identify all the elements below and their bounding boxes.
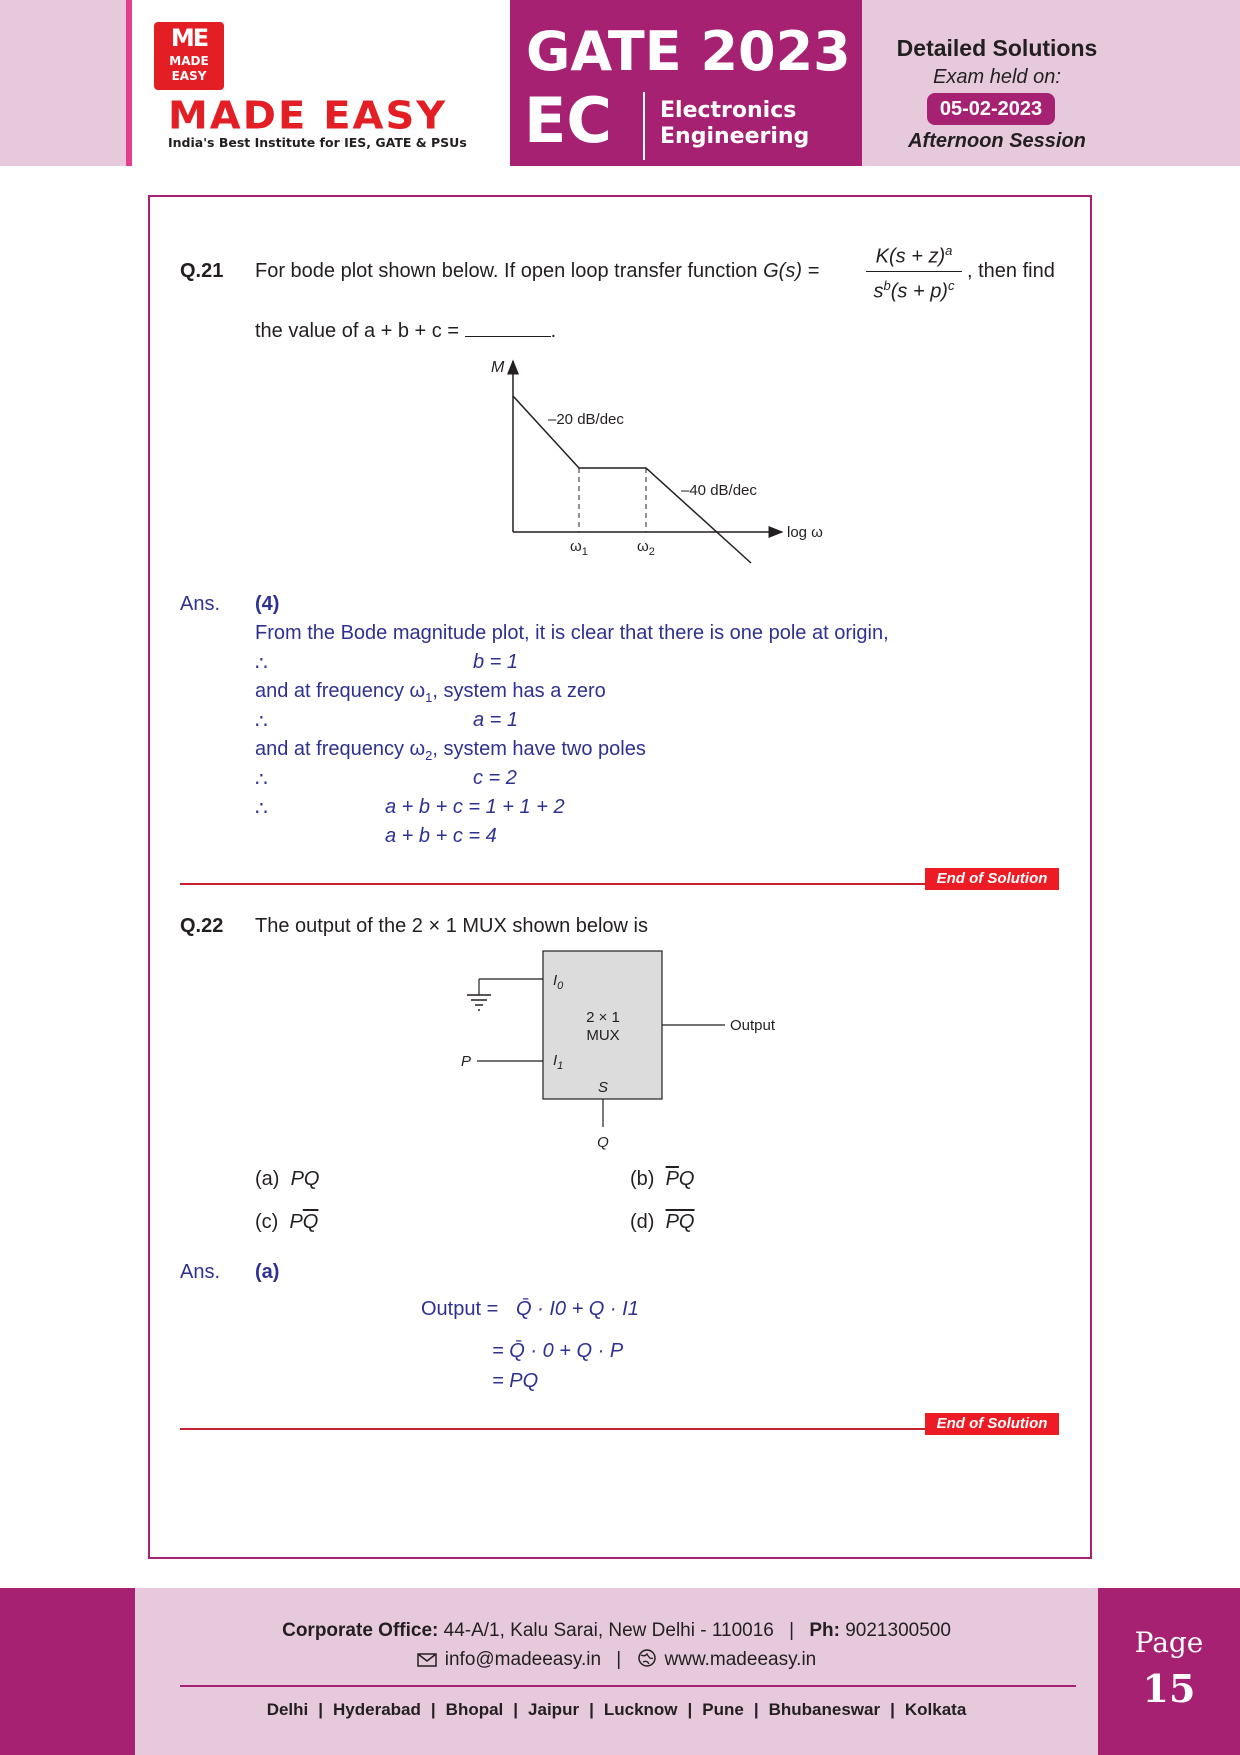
q21-therefore-1: ∴ xyxy=(255,653,268,675)
q22-end-of-solution-badge: End of Solution xyxy=(925,1413,1059,1435)
q21-sol-b: b = 1 xyxy=(473,651,519,673)
footer-left-bar xyxy=(0,1588,135,1755)
made-easy-logo-mark xyxy=(154,22,224,90)
q21-g-label: G(s) = xyxy=(763,260,820,282)
q21-sol-line5 xyxy=(255,738,646,763)
city-item: Kolkata xyxy=(904,1700,967,1719)
branch-name xyxy=(660,98,809,150)
q22-option-a xyxy=(255,1168,319,1191)
city-item: Jaipur xyxy=(528,1700,580,1719)
q21-end-of-solution-badge: End of Solution xyxy=(925,868,1059,890)
bode-slope2-label: –40 dB/dec xyxy=(681,482,757,499)
bode-x-label: log ω xyxy=(787,524,823,541)
q22-sol-line2: = Q̄ · 0 + Q · P xyxy=(492,1340,624,1362)
city-item: Delhi xyxy=(266,1700,309,1719)
mux-input-p: P xyxy=(461,1053,472,1070)
q21-sol-line5-b: , system have two poles xyxy=(432,738,646,760)
mux-i0-sub: 0 xyxy=(557,980,564,992)
exam-held-label: Exam held on: xyxy=(933,66,1061,88)
bode-w1-label xyxy=(570,538,588,558)
city-item: Bhopal xyxy=(445,1700,504,1719)
globe-icon xyxy=(637,1648,657,1674)
q21-number: Q.21 xyxy=(180,260,224,282)
city-item: Bhubaneswar xyxy=(768,1700,881,1719)
bode-w2-sub: 2 xyxy=(648,546,655,558)
q21-sol-line3-b: , system has a zero xyxy=(432,680,606,702)
q21-answer-label: Ans. xyxy=(180,593,221,615)
q21-therefore-4: ∴ xyxy=(255,798,268,820)
q22-answer-label: Ans. xyxy=(180,1261,221,1283)
q21-numerator-text: K(s + z) xyxy=(875,245,946,268)
footer-page-box xyxy=(1098,1588,1240,1755)
q22-option-c xyxy=(255,1211,318,1234)
logo-tagline: India's Best Institute for IES, GATE & PSUs xyxy=(168,135,467,150)
mux-label-line2: MUX xyxy=(586,1027,620,1044)
page-number: 15 xyxy=(1142,1666,1196,1711)
q21-sol-result: a + b + c = 4 xyxy=(385,825,497,847)
exam-title-panel xyxy=(510,0,862,166)
bode-w2-label xyxy=(637,538,655,558)
q22-option-a-value: PQ xyxy=(290,1168,320,1190)
q22-sol-line3: = PQ xyxy=(492,1370,539,1392)
q22-option-d xyxy=(630,1211,694,1234)
q21-sol-line3 xyxy=(255,680,606,705)
branch-code: EC xyxy=(524,84,612,157)
exam-title: GATE 2023 xyxy=(526,20,851,83)
q21-transfer-function xyxy=(866,239,962,303)
q22-option-b-label: (b) xyxy=(630,1168,655,1190)
bode-y-label: M xyxy=(491,359,505,376)
solutions-title: Detailed Solutions xyxy=(896,35,1098,61)
q21-sol-c: c = 2 xyxy=(473,767,517,789)
office-separator: | xyxy=(789,1620,795,1641)
q22-option-d-over2: $\overline{Q}$ xyxy=(678,1211,695,1233)
q21-fraction-bar xyxy=(866,271,962,272)
q22-answer-value: (a) xyxy=(255,1261,280,1283)
q21-sol-a: a = 1 xyxy=(473,709,519,731)
q22-option-b-rest: Q xyxy=(678,1168,695,1190)
footer-contact xyxy=(135,1648,1098,1674)
q22-sol-line1: Q̄ · I0 + Q · I1 xyxy=(516,1298,639,1320)
mux-label-line1: 2 × 1 xyxy=(586,1009,620,1026)
branch-divider xyxy=(643,92,645,160)
q22-option-b-over: $\overline{P}$ xyxy=(665,1168,679,1190)
q22-option-c-first: P xyxy=(289,1211,303,1233)
exam-date-badge: 05-02-2023 xyxy=(927,93,1055,125)
q21-den-exp: c xyxy=(947,277,955,293)
city-item: Pune xyxy=(702,1700,744,1719)
mux-output-label: Output xyxy=(730,1017,776,1034)
city-item: Lucknow xyxy=(603,1700,678,1719)
phone-label: Ph: xyxy=(809,1620,840,1641)
page-label: Page xyxy=(1134,1626,1204,1659)
contact-separator: | xyxy=(616,1649,622,1670)
q21-numerator-exp: a xyxy=(945,243,953,258)
q21-end-rule xyxy=(180,883,925,885)
q22-option-c-over: $\overline{Q}$ xyxy=(302,1211,319,1233)
q21-sol-line3-sub: 1 xyxy=(425,690,433,705)
q22-output-label: Output = xyxy=(421,1298,499,1320)
q22-option-c-label: (c) xyxy=(255,1211,279,1233)
q22-option-d-label: (d) xyxy=(630,1211,655,1233)
footer-cities: Delhi | Hyderabad | Bhopal | Jaipur | Lucknow | Pune | Bhubaneswar | Kolkata xyxy=(266,1700,967,1719)
footer-rule xyxy=(180,1685,1076,1687)
q21-text-after: , then find xyxy=(967,260,1055,282)
ground-icon xyxy=(467,995,491,1010)
mux-select-q: Q xyxy=(597,1134,609,1151)
city-item: Hyderabad xyxy=(333,1700,421,1719)
q21-sol-sum: a + b + c = 1 + 1 + 2 xyxy=(385,796,565,818)
bode-w1-symbol: ω xyxy=(570,538,582,555)
logo-mark-letters: ME xyxy=(170,24,208,52)
logo-mark-words: MADE EASY xyxy=(169,54,209,83)
mail-icon xyxy=(417,1652,437,1674)
branch-name-line2: Engineering xyxy=(660,124,810,149)
branch-name-line1: Electronics xyxy=(660,98,797,123)
q21-text xyxy=(255,260,819,283)
q21-answer-blank xyxy=(465,321,551,337)
footer-email-link[interactable]: info@madeeasy.in xyxy=(444,1649,602,1670)
mux-i1-sub: 1 xyxy=(557,1060,564,1072)
q21-sol-line5-sub: 2 xyxy=(425,748,433,763)
q21-sol-line5-a: and at frequency ω xyxy=(255,738,426,760)
q22-mux-diagram xyxy=(455,945,805,1155)
footer-website-link[interactable]: www.madeeasy.in xyxy=(664,1649,817,1670)
q22-option-a-label: (a) xyxy=(255,1168,280,1190)
q21-text-before: For bode plot shown below. If open loop transfer function xyxy=(255,260,758,282)
q22-number: Q.22 xyxy=(180,915,224,937)
q21-denominator xyxy=(866,274,962,304)
q21-den-s: s xyxy=(873,280,884,303)
exam-info-panel xyxy=(862,0,1240,166)
bode-w1-sub: 1 xyxy=(581,546,588,558)
mux-i1-symbol: I xyxy=(553,1052,558,1069)
page-header xyxy=(0,0,1240,166)
q22-option-b xyxy=(630,1168,694,1191)
q21-den-s-exp: b xyxy=(883,277,891,293)
q21-numerator xyxy=(866,239,962,269)
q21-answer-value: (4) xyxy=(255,593,280,615)
q22-option-d-over1: $\overline{P}$ xyxy=(665,1211,679,1233)
q21-sol-line1: From the Bode magnitude plot, it is clear that there is one pole at origin, xyxy=(255,622,889,644)
q21-sol-line3-a: and at frequency ω xyxy=(255,680,426,702)
q22-text: The output of the 2 × 1 MUX shown below is xyxy=(255,915,648,937)
q21-den-rest: (s + p) xyxy=(890,280,948,303)
q22-end-rule xyxy=(180,1428,925,1430)
office-address: 44-A/1, Kalu Sarai, New Delhi - 110016 xyxy=(443,1620,774,1641)
made-easy-wordmark: MADE EASY xyxy=(168,94,448,138)
phone-number: 9021300500 xyxy=(845,1620,951,1641)
mux-i0-symbol: I xyxy=(553,972,558,989)
q21-therefore-2: ∴ xyxy=(255,711,268,733)
exam-session: Afternoon Session xyxy=(908,130,1086,152)
page-footer xyxy=(0,1588,1240,1755)
q21-line2: the value of a + b + c = . xyxy=(255,320,557,342)
footer-corporate-office xyxy=(135,1620,1098,1642)
q21-therefore-3: ∴ xyxy=(255,769,268,791)
office-label: Corporate Office: xyxy=(282,1620,439,1641)
bode-w2-symbol: ω xyxy=(637,538,649,555)
bode-slope1-label: –20 dB/dec xyxy=(548,411,624,428)
mux-select-label: S xyxy=(597,1079,609,1096)
q21-line2-text: the value of a + b + c = xyxy=(255,320,460,342)
q21-bode-plot xyxy=(470,355,830,565)
